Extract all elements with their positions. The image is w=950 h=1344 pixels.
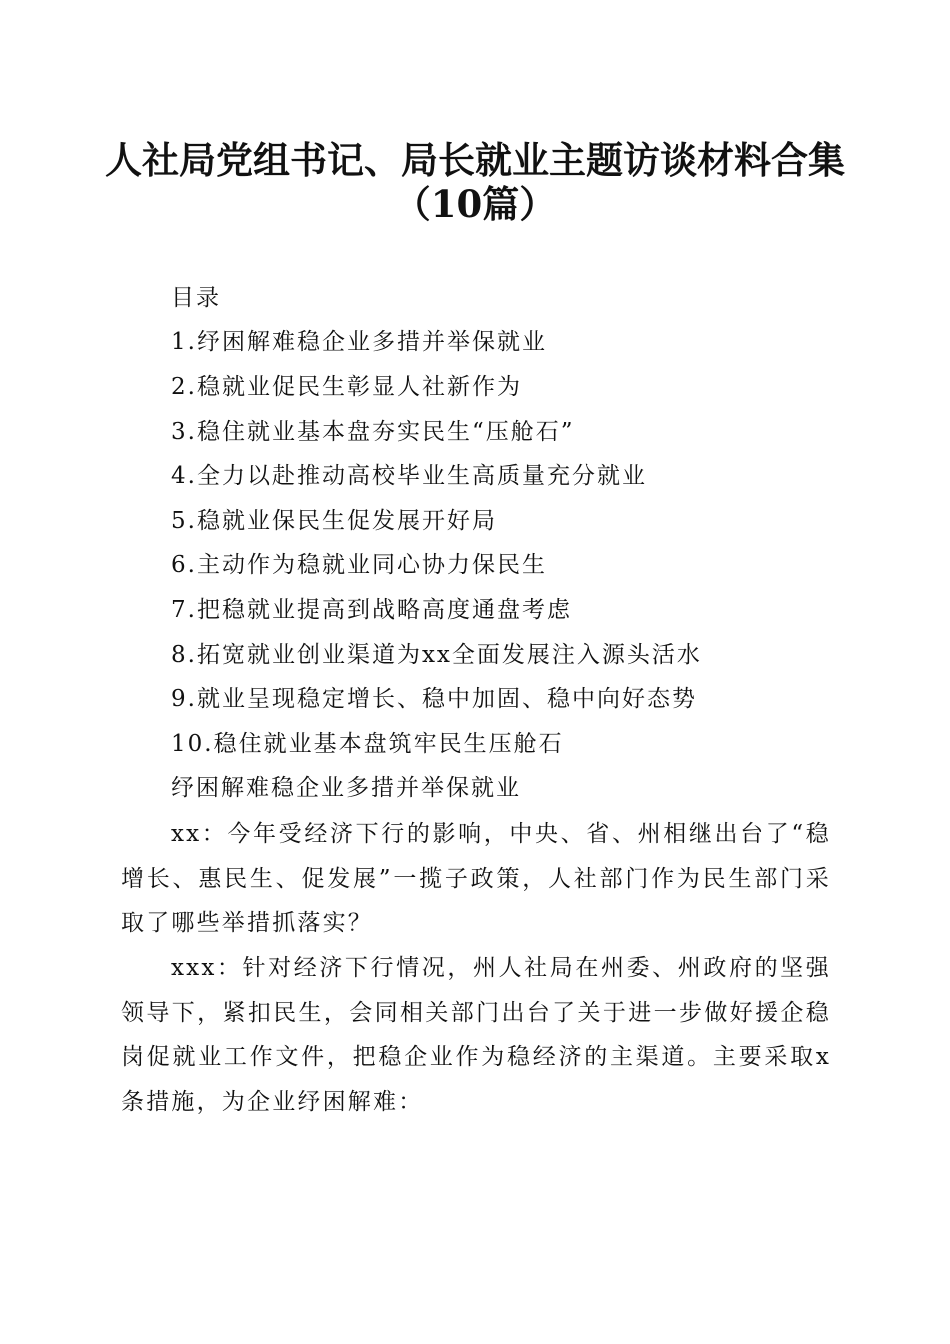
- document-title-line1: 人社局党组书记、局长就业主题访谈材料合集: [105, 138, 845, 182]
- toc-item-8: 8.拓宽就业创业渠道为xx全面发展注入源头活水: [171, 642, 702, 668]
- toc-item-5: 5.稳就业保民生促发展开好局: [171, 508, 497, 534]
- toc-item-3: 3.稳住就业基本盘夯实民生“压舱石”: [171, 419, 575, 445]
- toc-item-4: 4.全力以赴推动高校毕业生高质量充分就业: [171, 463, 647, 489]
- body-paragraph-1: xx：今年受经济下行的影响，中央、省、州相继出台了“稳增长、惠民生、促发展”一揽子政策，人社部门作为民生部门采取了哪些举措抓落实？: [121, 821, 831, 937]
- section-title: 纾困解难稳企业多措并举保就业: [171, 775, 521, 801]
- toc-item-10: 10.稳住就业基本盘筑牢民生压舱石: [171, 731, 564, 757]
- document-title-line2: （10篇）: [393, 182, 557, 226]
- toc-item-2: 2.稳就业促民生彰显人社新作为: [171, 374, 522, 400]
- toc-item-6: 6.主动作为稳就业同心协力保民生: [171, 552, 547, 578]
- toc-heading: 目录: [171, 285, 221, 311]
- toc-item-9: 9.就业呈现稳定增长、稳中加固、稳中向好态势: [171, 686, 697, 712]
- toc-item-1: 1.纾困解难稳企业多措并举保就业: [171, 329, 547, 355]
- toc-item-7: 7.把稳就业提高到战略高度通盘考虑: [171, 597, 572, 623]
- body-paragraph-2: xxx：针对经济下行情况，州人社局在州委、州政府的坚强领导下，紧扣民生，会同相关部门出台了关于进一步做好援企稳岗促就业工作文件，把稳企业作为稳经济的主渠道。主要采取x条措施，为企业纾困解难：: [121, 955, 831, 1115]
